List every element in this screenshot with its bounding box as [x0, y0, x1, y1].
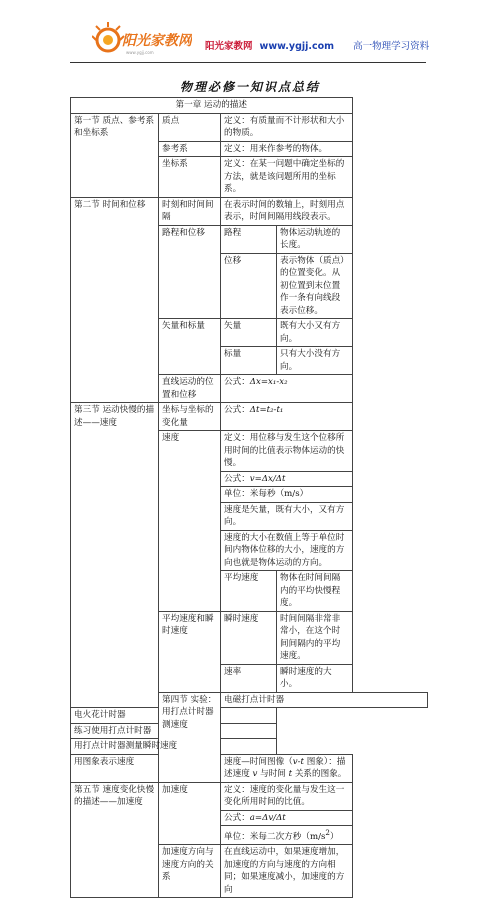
- topic-cell: 加速度: [159, 782, 221, 845]
- content-cell: 在表示时间的数轴上，时刻用点表示，时间间隔用线段表示。: [221, 197, 353, 225]
- content-cell: 速度—时间图像（v-t 图象）：描述速度 v 与时间 t 关系的图象。: [221, 754, 353, 782]
- content-cell: 电磁打点计时器: [221, 692, 428, 708]
- content-cell: 在直线运动中，如果速度增加，加速度的方向与速度的方向相同；如果速度减小，加速度的方向: [221, 845, 353, 898]
- formula: a=Δv/Δt: [249, 812, 286, 823]
- subtopic-cell: 标量: [221, 347, 277, 375]
- topic-cell: 平均速度和瞬时速度: [159, 611, 221, 692]
- formula: Δt=t₂-t₁: [249, 405, 284, 415]
- content-cell: 速度的大小在数值上等于单位时间内物体位移的大小，速度的方向也就是物体运动的方向。: [221, 530, 353, 571]
- section-title: 第四节 实验：用打点计时器测速度: [159, 692, 221, 782]
- knowledge-table: [70, 97, 428, 898]
- subject-tag: 高一物理学习资料: [353, 41, 430, 52]
- subtopic-cell: 速率: [221, 664, 277, 692]
- formula-label: 公式：: [224, 473, 250, 484]
- content-cell: 既有大小又有方向。: [277, 319, 353, 347]
- content-cell: 只有大小没有方向。: [277, 347, 353, 375]
- table-row: [71, 113, 428, 141]
- content-cell: 物体在时间间隔内的平均快慢程度。: [277, 571, 353, 612]
- content-cell: 定义：用来作参考的物体。: [221, 141, 353, 157]
- header-divider: [70, 62, 426, 63]
- table-row: [71, 708, 428, 724]
- formula: v=Δx/Δt: [249, 473, 286, 484]
- section-title: 第三节 运动快慢的描述——速度: [71, 403, 159, 708]
- content-cell: 时间间隔非常非常小，在这个时间间隔内的平均速度。: [277, 611, 353, 664]
- table-row: [71, 723, 428, 739]
- subtopic-cell: 位移: [221, 253, 277, 319]
- section-title: 第一节 质点、参考系和坐标系: [71, 113, 159, 197]
- subtopic-cell: 路程: [221, 225, 277, 253]
- subtopic-cell: 瞬时速度: [221, 611, 277, 664]
- topic-cell: 质点: [159, 113, 221, 141]
- section-title: 第五节 速度变化快慢的描述——加速度: [71, 782, 159, 898]
- content-cell: 表示物体（质点）的位置变化。从初位置到末位置作一条有向线段表示位移。: [277, 253, 353, 319]
- site-logo: [92, 18, 192, 62]
- content-cell: 物体运动轨迹的长度。: [277, 225, 353, 253]
- topic-cell: 坐标系: [159, 157, 221, 198]
- table-row: [71, 739, 428, 755]
- content-cell: 单位：米每秒（m/s）: [221, 487, 353, 503]
- logo-url: www.ygjj.com: [126, 50, 154, 55]
- formula-cell: [221, 471, 353, 487]
- content-cell: 单位：米每二次方秒$(m/s^2)$: [221, 826, 353, 845]
- topic-cell: 用图象表示速度: [71, 754, 159, 782]
- formula-label: 公式：: [224, 377, 250, 387]
- content-cell: 速度是矢量，既有大小，又有方向。: [221, 502, 353, 530]
- content-cell: 定义：有质量而不计形状和大小的物质。: [221, 113, 353, 141]
- formula-cell: [221, 375, 353, 403]
- formula-cell: [221, 810, 353, 826]
- topic-cell: 速度: [159, 431, 221, 612]
- table-row: [71, 197, 428, 225]
- topic-cell: 直线运动的位置和位移: [159, 375, 221, 403]
- formula: Δx=x₁-x₂: [249, 377, 288, 387]
- table-row: [71, 98, 428, 114]
- site-name: 阳光家教网: [205, 41, 253, 52]
- content-cell: 定义：速度的变化量与发生这一变化所用时间的比值。: [221, 782, 353, 810]
- topic-cell: 加速度方向与速度方向的关系: [159, 845, 221, 898]
- content-cell: 定义：用位移与发生这个位移所用时间的比值表示物体运动的快慢。: [221, 431, 353, 472]
- content-cell: 用打点计时器测量瞬时速度: [71, 739, 277, 755]
- content-cell: 电火花计时器: [71, 708, 277, 724]
- logo-text: 阳光家教网: [122, 33, 192, 49]
- content-cell: 练习使用打点计时器: [71, 723, 277, 739]
- table-row: [71, 754, 428, 782]
- formula-cell: [221, 403, 353, 431]
- content-cell: 定义：在某一问题中确定坐标的方法，就是该问题所用的坐标系。: [221, 157, 353, 198]
- section-title: 第二节 时间和位移: [71, 197, 159, 403]
- topic-cell: 参考系: [159, 141, 221, 157]
- topic-cell: 矢量和标量: [159, 319, 221, 375]
- site-info: [205, 38, 429, 52]
- page-header: [0, 0, 500, 70]
- table-row: [71, 782, 428, 810]
- formula-label: 公式：: [224, 405, 250, 415]
- subtopic-cell: 矢量: [221, 319, 277, 347]
- table-row: [71, 403, 428, 431]
- topic-cell: 时刻和时间间隔: [159, 197, 221, 225]
- topic-cell: 坐标与坐标的变化量: [159, 403, 221, 431]
- content-cell: 瞬时速度的大小。: [277, 664, 353, 692]
- chapter-heading: 第一章 运动的描述: [71, 98, 353, 114]
- formula-label: 公式：: [224, 812, 250, 823]
- site-url[interactable]: www.ygjj.com: [259, 41, 335, 52]
- topic-cell: 路程和位移: [159, 225, 221, 319]
- subtopic-cell: 平均速度: [221, 571, 277, 612]
- document-title: 物理必修一知识点总结: [179, 80, 320, 94]
